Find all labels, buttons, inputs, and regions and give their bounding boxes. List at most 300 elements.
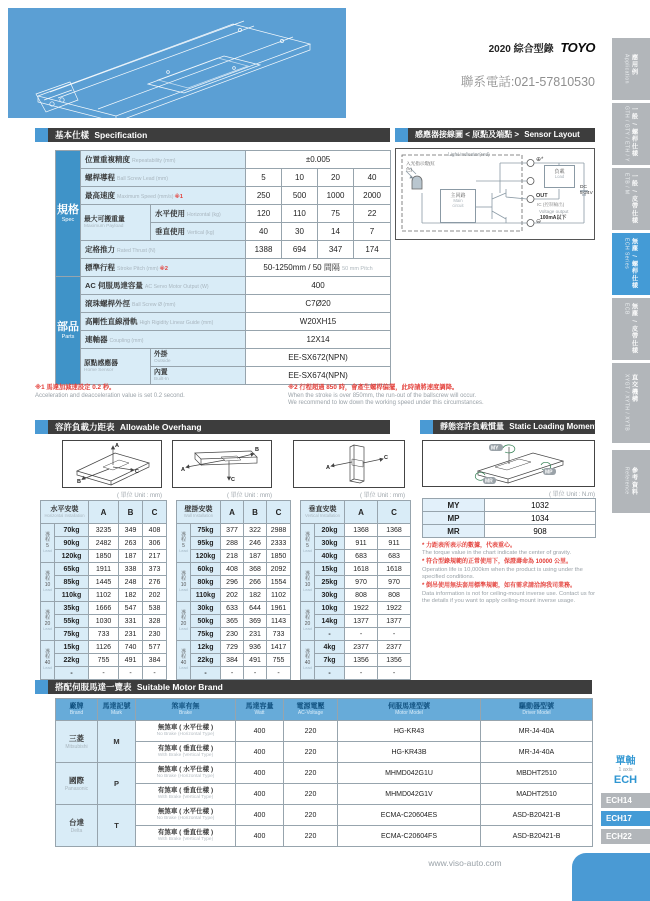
table-row (56, 805, 593, 826)
page-corner-decoration (572, 853, 650, 901)
table-row (301, 589, 411, 602)
value-cell: 377 (221, 524, 244, 537)
lead-cell: 導 程 10 Lead (177, 563, 191, 602)
sidebar-tab-label-zh: 應用例 (630, 54, 638, 76)
value-cell: MHMD042G1U (338, 763, 481, 784)
model-tab-ech14[interactable]: ECH14 (601, 793, 650, 808)
load-cell: 90kg (55, 537, 89, 550)
table-row (301, 628, 411, 641)
load-cell: 110kg (55, 589, 89, 602)
value-cell: 1126 (89, 641, 119, 654)
table-row (56, 784, 593, 805)
sidebar-tab-label-zh: 無塵 / 皮帶仕樣 (630, 303, 638, 355)
brand-cell: 國際 Panasonic (56, 763, 98, 805)
value-cell: 400 (236, 784, 284, 805)
minus-terminal-label: ⊖ (536, 219, 542, 225)
sidebar-tab-label-zh: 無塵 / 螺桿仕樣 (630, 238, 638, 290)
load-cell: - (191, 667, 221, 680)
lead-cell: 導 程 40 Lead (301, 641, 315, 680)
value-cell: 182 (119, 589, 143, 602)
table-row (41, 641, 167, 654)
sidebar-tab-2[interactable] (612, 103, 650, 165)
load-cell: 75kg (191, 524, 221, 537)
table-header-row (301, 501, 411, 524)
load-cell: 75kg (55, 628, 89, 641)
note-zh: * 倒吊使用無法套用標準規範，如有需求請洽詢我司業務。 (422, 583, 577, 590)
moment-value: 908 (485, 525, 596, 538)
mark-cell: M (98, 721, 136, 763)
value-cell: 808 (378, 589, 411, 602)
footnote-2: ※2 行程超過 850 時，會產生螺桿偏擺，此時請將速度調降。 When the stroke is over 850mm, the run-out of the ballscrew will occur. We recommend to low down the working speed under this circumstances. (288, 384, 484, 407)
table-row (177, 628, 291, 641)
value-cell: 2377 (378, 641, 411, 654)
value-cell: ECMA-C20604ES (338, 805, 481, 826)
value-cell: 1102 (89, 589, 119, 602)
table-row: 高剛性直線滑軌 High Rigidity Linear Guide (mm) W20XH15 (56, 313, 391, 331)
value-cell: 248 (119, 576, 143, 589)
table-row (301, 615, 411, 628)
table-row (423, 499, 596, 512)
table-row (56, 742, 593, 763)
svg-text:A: A (326, 465, 330, 471)
section-header-specification: 基本仕樣 Specification (35, 128, 390, 142)
value-cell: 369 (244, 615, 267, 628)
value-cell: 3235 (89, 524, 119, 537)
value-cell: 202 (221, 589, 244, 602)
value-cell: 808 (345, 589, 378, 602)
value-cell: - (119, 667, 143, 680)
load-cell: 22kg (191, 654, 221, 667)
value-cell: 276 (143, 576, 167, 589)
value-cell: - (221, 667, 244, 680)
table-row: 定格推力 Rated Thrust (N) 1388 694 347 174 (56, 241, 391, 259)
footnote-1: ※1 馬達加減速設定 0.2 秒。 Acceleration and deacceleration value is set 0.2 second. (35, 384, 185, 399)
value-cell: HG-KR43B (338, 742, 481, 763)
load-cell: 10kg (315, 602, 345, 615)
table-row (423, 512, 596, 525)
load-cell: 30kg (191, 602, 221, 615)
sidebar-tab-6[interactable] (612, 363, 650, 443)
value-cell: 231 (119, 628, 143, 641)
value-cell: 218 (221, 550, 244, 563)
installation-title: 垂直安裝 Vertical Installation (301, 501, 345, 524)
value-cell: 633 (221, 602, 244, 615)
sidebar-tab-label-en: ECH Series (623, 238, 630, 270)
lead-cell: 導 程 10 Lead (41, 563, 55, 602)
product-line-drawing (8, 8, 346, 118)
load-cell: 75kg (191, 628, 221, 641)
sidebar-tab-4[interactable] (612, 233, 650, 295)
table-row (177, 576, 291, 589)
value-cell: 1922 (378, 602, 411, 615)
value-cell: 349 (119, 524, 143, 537)
table-row (301, 576, 411, 589)
value-cell: 220 (284, 805, 338, 826)
load-cell: 12kg (191, 641, 221, 654)
table-row: 最大可搬重量 Maximum Payload 水平使用 Horizontal (kg) 120 110 75 22 (56, 205, 391, 223)
table-row (177, 602, 291, 615)
column-header: A (345, 501, 378, 524)
load-cell: 15kg (55, 641, 89, 654)
sidebar-tab-label-en: Application (623, 54, 630, 84)
svg-text:MY: MY (491, 445, 499, 452)
svg-text:MR: MR (485, 478, 493, 485)
value-cell: 1030 (89, 615, 119, 628)
value-cell: 1850 (267, 550, 291, 563)
table-row (301, 654, 411, 667)
load-cell: 55kg (55, 615, 89, 628)
model-tab-ech22[interactable]: ECH22 (601, 829, 650, 844)
load-cell: - (55, 667, 89, 680)
lead-cell: 導 程 5 Lead (177, 524, 191, 563)
table-row (56, 826, 593, 847)
load-cell: 65kg (55, 563, 89, 576)
parts-side-label: 部品 Parts (56, 277, 81, 385)
mark-cell: T (98, 805, 136, 847)
table-row (41, 602, 167, 615)
table-row: 部品 Parts AC 伺服馬達容量 AC Servo Motor Output (W) 400 (56, 277, 391, 295)
table-row: 內置 Built-In EE-SX674(NPN) (56, 367, 391, 385)
sidebar-tab-label-zh: 參考資料 (630, 467, 638, 496)
table-row: 垂直使用 Vertical (kg) 40 30 14 7 (56, 223, 391, 241)
value-cell: 322 (244, 524, 267, 537)
value-cell: 331 (119, 615, 143, 628)
brake-cell: 有煞車 ( 垂直仕樣 ) With Brake (Vertical Type) (136, 784, 236, 805)
value-cell: MR-J4-40A (481, 721, 593, 742)
column-header: A (89, 501, 119, 524)
dc-label: DC 5-24V (580, 185, 593, 196)
sidebar-tab-label-zh: 直交機構 (630, 374, 638, 404)
table-row (41, 628, 167, 641)
value-cell: 220 (284, 826, 338, 847)
unit-label-nm: ( 單位 Unit : N.m) (549, 492, 595, 498)
value-cell: 755 (89, 654, 119, 667)
lead-cell: 導 程 20 Lead (177, 602, 191, 641)
value-cell: 328 (143, 615, 167, 628)
value-cell: MBDHT2510 (481, 763, 593, 784)
value-cell: 491 (119, 654, 143, 667)
table-row (56, 763, 593, 784)
value-cell: 230 (143, 628, 167, 641)
note-en: Operation life is 10,000km when the product is using under the specified conditions. (422, 566, 583, 581)
value-cell: ECMA-C20604FS (338, 826, 481, 847)
value-cell: 1445 (89, 576, 119, 589)
column-header: 伺服馬達型號 Motor Model (338, 699, 481, 721)
value-cell: 408 (143, 524, 167, 537)
value-cell: 220 (284, 763, 338, 784)
value-cell: 733 (267, 628, 291, 641)
series-axis-label: 1 axis (618, 767, 633, 773)
value-cell: 491 (244, 654, 267, 667)
sidebar-tab-label-en: ETB / M (623, 173, 630, 195)
value-cell: 182 (244, 589, 267, 602)
load-cell: 70kg (55, 524, 89, 537)
load-cell: 30kg (315, 589, 345, 602)
value-cell: 1618 (345, 563, 378, 576)
table-row: 規格 Spec 位置重複精度 Repeatability (mm) ±0.005 (56, 151, 391, 169)
value-cell: 538 (143, 602, 167, 615)
value-cell: 911 (378, 537, 411, 550)
value-cell: 2377 (345, 641, 378, 654)
value-cell: 2482 (89, 537, 119, 550)
table-row (41, 667, 167, 680)
load-cell: 85kg (55, 576, 89, 589)
installation-title: 壁掛安裝 Wall Installation (177, 501, 221, 524)
main-circuit-box: 主回路 Main circuit (440, 189, 476, 223)
value-cell: 547 (119, 602, 143, 615)
value-cell: 338 (119, 563, 143, 576)
moment-value: 1034 (485, 512, 596, 525)
value-cell: 1377 (378, 615, 411, 628)
plus-terminal-label: ⊕* (536, 157, 544, 163)
value-cell: 368 (244, 563, 267, 576)
overhang-table-1 (40, 500, 167, 680)
value-cell: 683 (378, 550, 411, 563)
value-cell: 187 (244, 550, 267, 563)
value-cell: 1961 (267, 602, 291, 615)
value-cell: 936 (244, 641, 267, 654)
note-en: Data information is not for ceiling-mount inverse use. Contact us for the details if you want to apply ceiling-mount inverse usage. (422, 590, 596, 605)
value-cell: 400 (236, 721, 284, 742)
model-tab-ech17[interactable]: ECH17 (601, 811, 650, 826)
lead-cell: 導 程 10 Lead (301, 563, 315, 602)
sidebar-tab-5[interactable] (612, 298, 650, 360)
website-url: www.viso-auto.com (428, 858, 502, 868)
value-cell: 246 (244, 537, 267, 550)
svg-text:C: C (135, 469, 139, 475)
load-cell: 120kg (191, 550, 221, 563)
value-cell: 1356 (345, 654, 378, 667)
table-row (177, 524, 291, 537)
value-cell: 2988 (267, 524, 291, 537)
load-cell: 120kg (55, 550, 89, 563)
table-row (41, 615, 167, 628)
note-en: The torque value in the chart indicate the center of gravity. (422, 550, 572, 557)
load-cell: 95kg (191, 537, 221, 550)
value-cell: 231 (244, 628, 267, 641)
load-box: 負載 Load (544, 165, 575, 188)
table-row (41, 654, 167, 667)
column-header: 廠牌 Brand (56, 699, 98, 721)
table-row (177, 563, 291, 576)
table-row: 螺桿導程 Ball Screw Lead (mm) 5 10 20 40 (56, 169, 391, 187)
mark-cell: P (98, 763, 136, 805)
load-cell: - (315, 628, 345, 641)
svg-text:MP: MP (545, 469, 553, 476)
load-cell: 20kg (315, 524, 345, 537)
brand-cell: 台達 Delta (56, 805, 98, 847)
table-row (177, 654, 291, 667)
table-row (41, 576, 167, 589)
light-indicator-label-zh: 入光指示燈(紅色) (406, 161, 436, 172)
value-cell: 365 (221, 615, 244, 628)
column-header: B (119, 501, 143, 524)
value-cell: 1911 (89, 563, 119, 576)
static-moment-table (422, 498, 596, 538)
lead-cell: 導 程 20 Lead (41, 602, 55, 641)
value-cell: 740 (119, 641, 143, 654)
table-row: 最高速度 Maximum Speed (mm/s)※1 250 500 1000 2000 (56, 187, 391, 205)
table-row: 原點感應器 Home Sensor 外掛 Outside EE-SX672(NPN) (56, 349, 391, 367)
value-cell: 296 (221, 576, 244, 589)
table-row (301, 537, 411, 550)
overhang-diagram-horizontal (62, 440, 162, 488)
column-header: 馬達記號 Mark (98, 699, 136, 721)
brake-cell: 無煞車 ( 水平仕樣 ) No Brake (Horizontal Type) (136, 721, 236, 742)
lead-cell: 導 程 20 Lead (301, 602, 315, 641)
value-cell: - (345, 628, 378, 641)
table-row (177, 667, 291, 680)
column-header: C (143, 501, 167, 524)
value-cell: - (89, 667, 119, 680)
value-cell: 644 (244, 602, 267, 615)
value-cell: 220 (284, 721, 338, 742)
value-cell: MHMD042G1V (338, 784, 481, 805)
value-cell: 683 (345, 550, 378, 563)
value-cell: 1356 (378, 654, 411, 667)
table-row (41, 537, 167, 550)
load-cell: 4kg (315, 641, 345, 654)
value-cell: 230 (221, 628, 244, 641)
value-cell: 1417 (267, 641, 291, 654)
value-cell: 1102 (267, 589, 291, 602)
lead-cell: 導 程 40 Lead (41, 641, 55, 680)
svg-text:A: A (181, 467, 185, 473)
svg-text:A: A (115, 443, 119, 449)
value-cell: 2333 (267, 537, 291, 550)
brake-cell: 無煞車 ( 水平仕樣 ) No Brake (Horizontal Type) (136, 805, 236, 826)
moment-label: MP (423, 512, 485, 525)
table-row: 連軸器 Coupling (mm) 12X14 (56, 331, 391, 349)
value-cell: 1368 (378, 524, 411, 537)
table-row (177, 537, 291, 550)
load-cell: 80kg (191, 576, 221, 589)
value-cell: 755 (267, 654, 291, 667)
unit-label-mm-1: ( 單位 Unit : mm) (117, 493, 162, 499)
table-header-row (56, 699, 593, 721)
overhang-table-2 (176, 500, 291, 680)
column-header: C (378, 501, 411, 524)
svg-text:B: B (255, 447, 259, 453)
table-row (56, 721, 593, 742)
load-cell: 110kg (191, 589, 221, 602)
brand-cell: 三菱 Mitsubishi (56, 721, 98, 763)
table-row (423, 525, 596, 538)
load-cell: 50kg (191, 615, 221, 628)
sidebar-tab-7[interactable] (612, 450, 650, 513)
brake-cell: 有煞車 ( 垂直仕樣 ) With Brake (Vertical Type) (136, 742, 236, 763)
value-cell: 577 (143, 641, 167, 654)
static-moment-diagram (422, 440, 595, 487)
load-cell: 15kg (315, 563, 345, 576)
sidebar-tab-label-en: GTH / GTY / ETH / Y (623, 106, 630, 162)
sidebar-tab-label-zh: 一般 / 皮帶仕樣 (630, 173, 638, 225)
value-cell: 400 (236, 826, 284, 847)
value-cell: 400 (236, 805, 284, 826)
value-cell: HG-KR43 (338, 721, 481, 742)
load-cell: 40kg (315, 550, 345, 563)
value-cell: 970 (345, 576, 378, 589)
table-header-row (177, 501, 291, 524)
value-cell: 911 (345, 537, 378, 550)
value-cell: 1368 (345, 524, 378, 537)
table-row: 標準行程 Stroke Pitch (mm)※2 50-1250mm / 50 間隔 50 mm Pitch (56, 259, 391, 277)
specification-table (55, 150, 391, 385)
value-cell: ASD-B20421-B (481, 805, 593, 826)
table-row: 滾珠螺桿外徑 Ball Screw Ø (mm) C7Ø20 (56, 295, 391, 313)
value-cell: - (378, 628, 411, 641)
load-cell: 60kg (191, 563, 221, 576)
value-cell: - (267, 667, 291, 680)
value-cell: 733 (89, 628, 119, 641)
svg-text:C: C (384, 455, 388, 461)
brake-cell: 有煞車 ( 垂直仕樣 ) With Brake (Vertical Type) (136, 826, 236, 847)
table-row (301, 641, 411, 654)
static-moment-notes (422, 542, 598, 606)
out-terminal-label: OUT (536, 193, 548, 199)
table-row (301, 563, 411, 576)
table-row (177, 615, 291, 628)
table-row (41, 550, 167, 563)
table-row (301, 524, 411, 537)
value-cell: 2092 (267, 563, 291, 576)
note-zh: * 符合型錄規範的正常使用下，保證壽命為 10000 公里。 (422, 559, 573, 566)
current-limit-label: 100mA以下 (540, 215, 567, 221)
load-cell: 14kg (315, 615, 345, 628)
toyo-logo: TOYO (560, 40, 595, 55)
value-cell: 306 (143, 537, 167, 550)
value-cell: 187 (119, 550, 143, 563)
contact-phone: 聯系電話:021-57810530 (460, 75, 595, 89)
moment-value: 1032 (485, 499, 596, 512)
load-cell: 25kg (315, 576, 345, 589)
load-cell: 22kg (55, 654, 89, 667)
lead-cell: 導 程 5 Lead (301, 524, 315, 563)
value-cell: MR-J4-40A (481, 742, 593, 763)
value-cell: 1618 (378, 563, 411, 576)
voltage-output-label: Voltage output (539, 209, 569, 214)
unit-label-mm-2: ( 單位 Unit : mm) (227, 493, 272, 499)
value-cell: 408 (221, 563, 244, 576)
value-cell: - (143, 667, 167, 680)
light-indicator-label-en: Light indicator(red) (448, 152, 490, 158)
sidebar-tab-3[interactable] (612, 168, 650, 230)
sidebar-tab-label-en: ECB (623, 303, 630, 316)
series-label-zh: 單軸 (615, 756, 636, 767)
column-header: B (244, 501, 267, 524)
value-cell: 1377 (345, 615, 378, 628)
value-cell: 220 (284, 742, 338, 763)
table-row (301, 602, 411, 615)
unit-label-mm-3: ( 單位 Unit : mm) (360, 493, 405, 499)
table-row (177, 550, 291, 563)
table-row (301, 550, 411, 563)
section-header-static-moment: 靜態容許負載慣量 Static Loading Moment (420, 420, 595, 434)
catalog-year: 2020 綜合型錄 (488, 44, 554, 55)
column-header: C (267, 501, 291, 524)
value-cell: 217 (143, 550, 167, 563)
brake-cell: 無煞車 ( 水平仕樣 ) No Brake (Horizontal Type) (136, 763, 236, 784)
value-cell: - (244, 667, 267, 680)
sidebar-tab-1[interactable] (612, 38, 650, 100)
table-row (41, 563, 167, 576)
installation-title: 水平安裝 Horizontal Installation (41, 501, 89, 524)
lead-cell: 導 程 40 Lead (177, 641, 191, 680)
value-cell: ASD-B20421-B (481, 826, 593, 847)
sidebar-tab-label-zh: 一般 / 螺桿仕樣 (630, 106, 638, 158)
value-cell: 1666 (89, 602, 119, 615)
ic-label: IC (控制輸出) (537, 202, 565, 207)
